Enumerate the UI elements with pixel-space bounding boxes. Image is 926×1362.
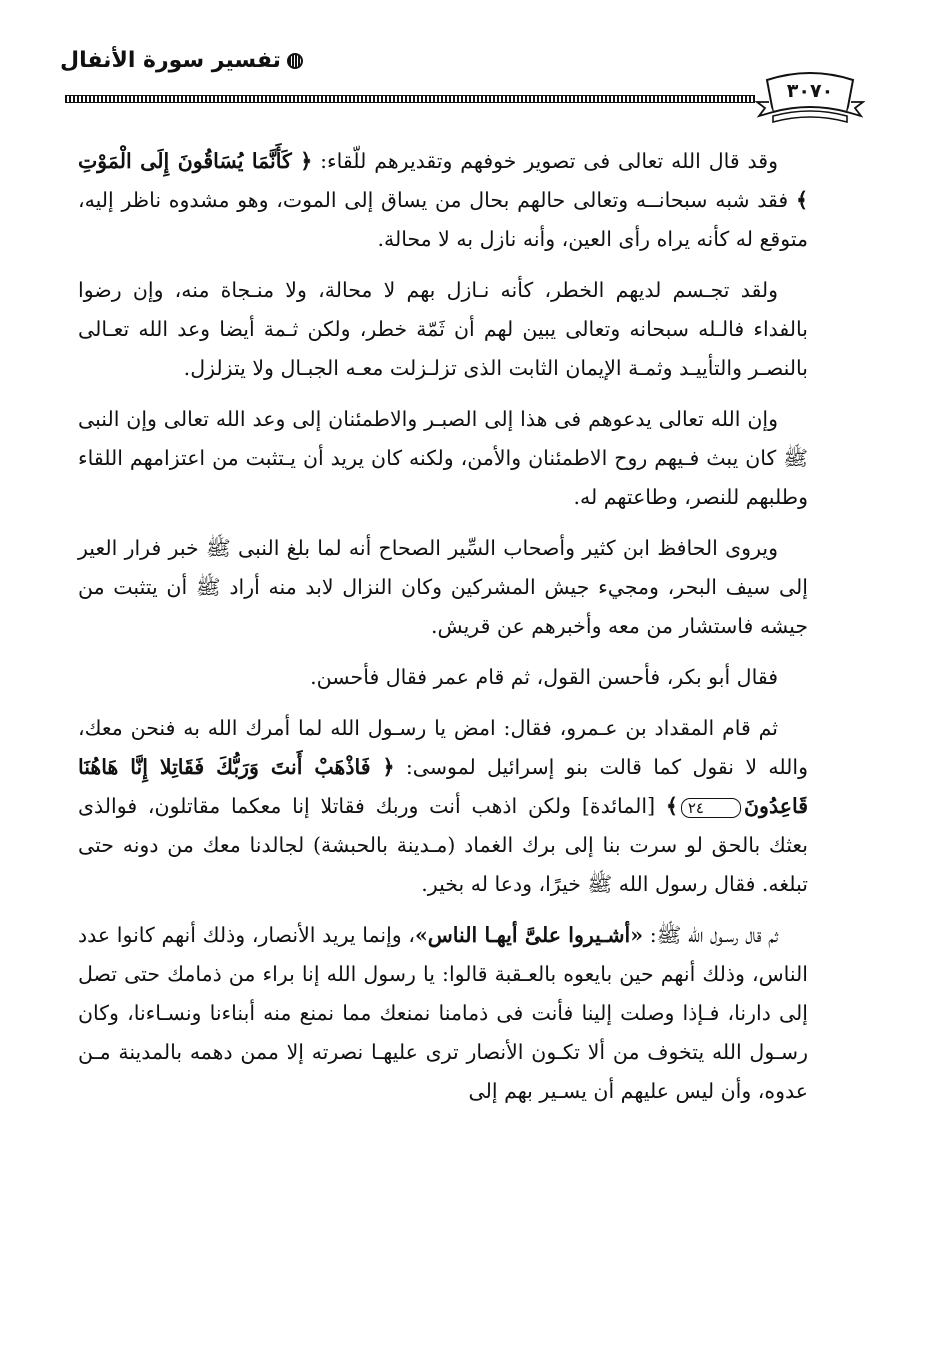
header-rule bbox=[65, 95, 755, 103]
body-text bbox=[78, 142, 808, 1123]
paragraph-1 bbox=[78, 142, 808, 259]
paragraph-text: [المائدة] ولكن اذهب أنت وربك فقاتلا إنا معكما مقاتلون، فوالذى بعثك بالحق لو سرت بنا إلى برك الغماد (مـدينة بالحبشة) لجالدنا معك من دونه حتى تبلغه. فقال رسول الله ﷺ خيرًا، ودعا له بخير. bbox=[78, 794, 808, 896]
ornament-icon bbox=[287, 53, 303, 69]
page-header bbox=[60, 40, 860, 130]
page-number: ٣٠٧٠ bbox=[786, 80, 834, 102]
paragraph-6 bbox=[78, 709, 808, 904]
paragraph-5: فقال أبو بكر، فأحسن القول، ثم قام عمر فقال فأحسن. bbox=[310, 665, 778, 689]
verse-number-marker: ٢٤ bbox=[681, 798, 741, 818]
quran-quote-close: ﴾ bbox=[665, 794, 678, 818]
paragraph-text: فقد شبه سبحانــه وتعالى حالهم بحال من يساق إلى الموت، وهو مشدوه ناظر إليه، متوقع له كأنه يراه رأى العين، وأنه نازل به لا محالة. bbox=[78, 188, 808, 251]
paragraph-text: ثم قام المقداد بن عـمرو، فقال: امض يا رسـول الله لما أمرك الله به فنحن معك، والله لا نقول كما قالت بنو إسرائيل لموسى: bbox=[78, 716, 808, 779]
paragraph-text: ، وإنما يريد الأنصار، وذلك أنهم كانوا عدد الناس، وذلك أنهم حين بايعوه بالعـقبة قالوا: يا رسول الله إنا براء من ذمامك حتى تصل إلى دارنا، فـإذا وصلت إلينا فأنت فى ذمامنا نمنعك مما نمنع منه أبناءنا ونسـاءنا، وكان رسـول الله يتخوف من ألا تكـون الأنصار ترى عليهـا نصرته إلا ممن دهمه بالمدينة مـن عدوه، وأن ليس عليهم أن يسـير بهم إلى bbox=[78, 923, 808, 1103]
paragraph-3: وإن الله تعالى يدعوهم فى هذا إلى الصبـر والاطمئنان إلى وعد الله تعالى وإن النبى ﷺ كان يبث فـيهم روح الاطمئنان والأمن، ولكنه كان يريد أن يـتثبت من اعتزامهم اللقاء وطلبهم للنصر، وطاعتهم له. bbox=[78, 407, 808, 509]
paragraph-text: ثم قال رسـول الله ﷺ: bbox=[643, 923, 778, 947]
hadith-quote: «أشـيروا علىَّ أيهـا الناس» bbox=[414, 923, 644, 947]
paragraph-4: ويروى الحافظ ابن كثير وأصحاب السِّير الصحاح أنه لما بلغ النبى ﷺ خبر فرار العير إلى سيف البحر، ومجيء جيش المشركين وكان النزال لابد منه أراد ﷺ أن يتثبت من جيشه فاستشار من معه وأخبرهم عن قريش. bbox=[78, 536, 808, 638]
paragraph-text: وقد قال الله تعالى فى تصوير خوفهم وتقديرهم للّقاء: bbox=[312, 149, 778, 173]
paragraph-2: ولقد تجـسم لديهم الخطر، كأنه نـازل بهم لا محالة، ولا منـجاة منه، وإن رضوا بالفداء فالـله سبحانه وتعالى يبين لهم أن ثَمّة خطر، ولكن ثـمة أيضا وعد الله تعـالى بالنصـر والتأييـد وثمـة الإيمان الثابت الذى تزلـزلت معـه الجبـال ولا يتزلزل. bbox=[78, 278, 808, 380]
running-title-text: تفسير سورة الأنفال bbox=[60, 48, 281, 73]
quran-quote: ﴿ فَاذْهَبْ أَنتَ وَرَبُّكَ فَقَاتِلا إِنَّا هَاهُنَا قَاعِدُونَ bbox=[78, 755, 808, 818]
quran-quote: ﴿ كَأَنَّمَا يُسَاقُونَ إِلَى الْمَوْتِ ﴾ bbox=[78, 149, 808, 212]
running-title bbox=[60, 48, 303, 73]
page-number-badge bbox=[755, 72, 865, 130]
paragraph-7 bbox=[78, 916, 808, 1111]
